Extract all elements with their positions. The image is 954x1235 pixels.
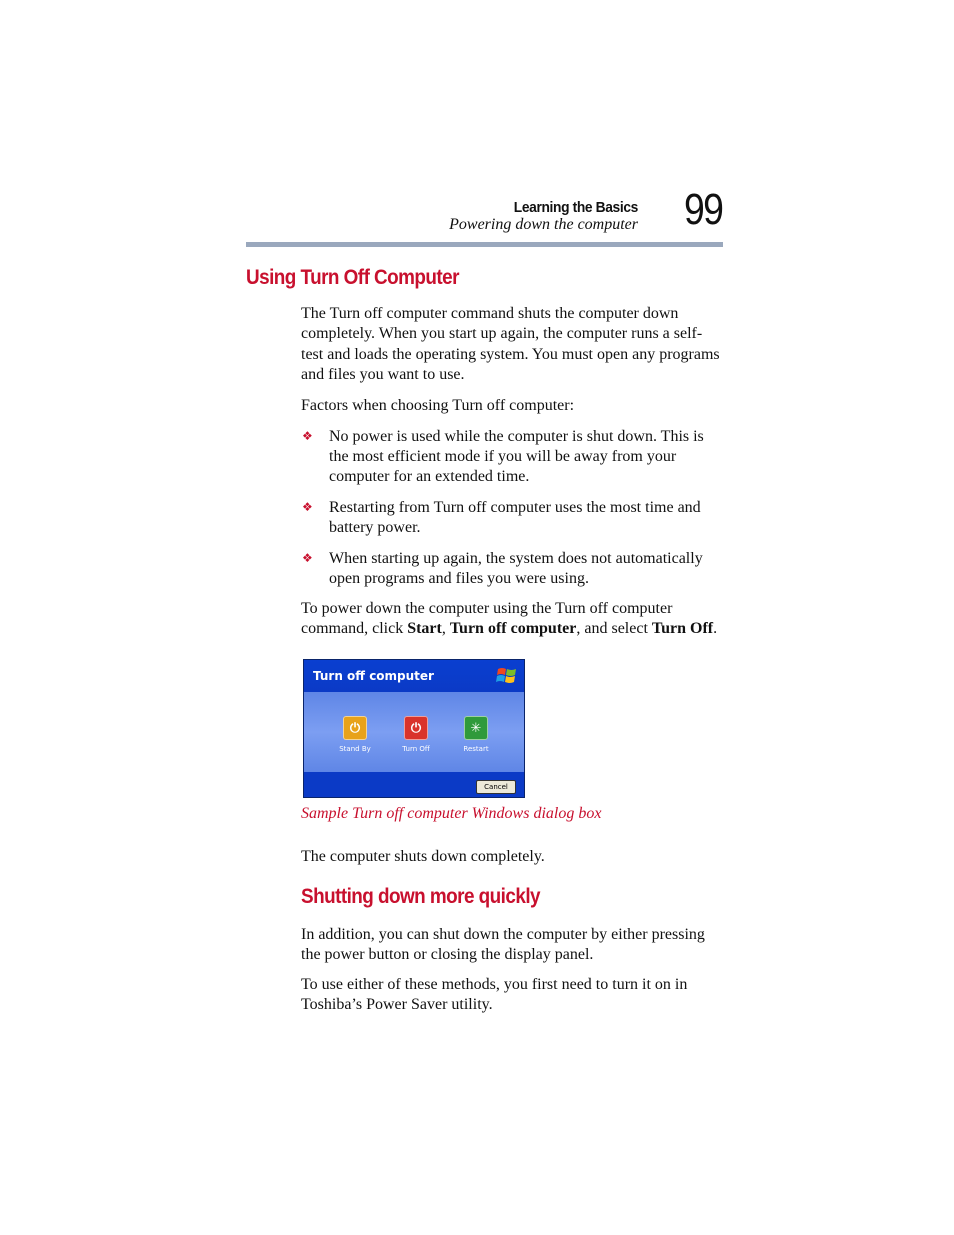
factors-intro: Factors when choosing Turn off computer: (301, 397, 575, 414)
running-header-section: Powering down the computer (449, 216, 638, 233)
running-header-chapter: Learning the Basics (513, 199, 638, 216)
restart-icon: ✳ (464, 716, 488, 740)
dialog-body (304, 692, 524, 772)
dialog-titlebar (304, 660, 524, 692)
turn-off-computer-term: Turn off computer (449, 620, 577, 638)
intro-paragraph: The Turn off computer command shuts the computer down completely. When you start up again, the computer runs a self-test and loads the operating system. You must open any programs and files you want to use. (301, 305, 720, 384)
bullet-item (301, 549, 723, 589)
bullet-text: Restarting from Turn off computer uses the most time and battery power. (329, 499, 701, 537)
bullet-text: No power is used while the computer is shut down. This is the most efficient mode if you will be away from your computer for an extended time. (329, 428, 704, 486)
stand-by-button[interactable] (325, 716, 385, 753)
instruction-paragraph: To power down the computer using the Turn off computer command, click Start, Turn off computer, and select Turn Off. (301, 600, 718, 638)
dialog-title: Turn off computer (313, 669, 434, 683)
turn-off-dialog (303, 659, 525, 798)
stand-by-label: Stand By (339, 745, 371, 753)
stand-by-power-icon: ⏻ (343, 716, 367, 740)
paragraph-3: To use either of these methods, you first need to turn it on in Toshiba’s Power Saver utility. (301, 976, 688, 1014)
restart-button[interactable] (446, 716, 506, 753)
turn-off-term: Turn Off (651, 620, 714, 638)
bullet-item (301, 427, 723, 488)
result-paragraph: The computer shuts down completely. (301, 848, 545, 865)
turn-off-label: Turn Off (402, 745, 430, 753)
paragraph-2: In addition, you can shut down the computer by either pressing the power button or closing the display panel. (301, 926, 705, 964)
restart-label: Restart (463, 745, 489, 753)
page-number: 99 (684, 185, 723, 234)
bullet-text: When starting up again, the system does not automatically open programs and files you were using. (329, 550, 703, 588)
dialog-footer (304, 772, 524, 798)
diamond-bullet-icon: ❖ (302, 551, 313, 565)
turn-off-power-icon: ⏻ (404, 716, 428, 740)
header-rule (246, 242, 723, 247)
turn-off-button[interactable] (386, 716, 446, 753)
subsection-heading: Shutting down more quickly (301, 885, 541, 908)
start-term: Start (407, 620, 442, 638)
diamond-bullet-icon: ❖ (302, 500, 313, 514)
cancel-button[interactable]: Cancel (476, 780, 516, 794)
section-heading: Using Turn Off Computer (246, 266, 459, 289)
figure-caption: Sample Turn off computer Windows dialog box (301, 805, 602, 822)
diamond-bullet-icon: ❖ (302, 429, 313, 443)
windows-logo-icon (496, 665, 518, 687)
bullet-item (301, 498, 723, 538)
